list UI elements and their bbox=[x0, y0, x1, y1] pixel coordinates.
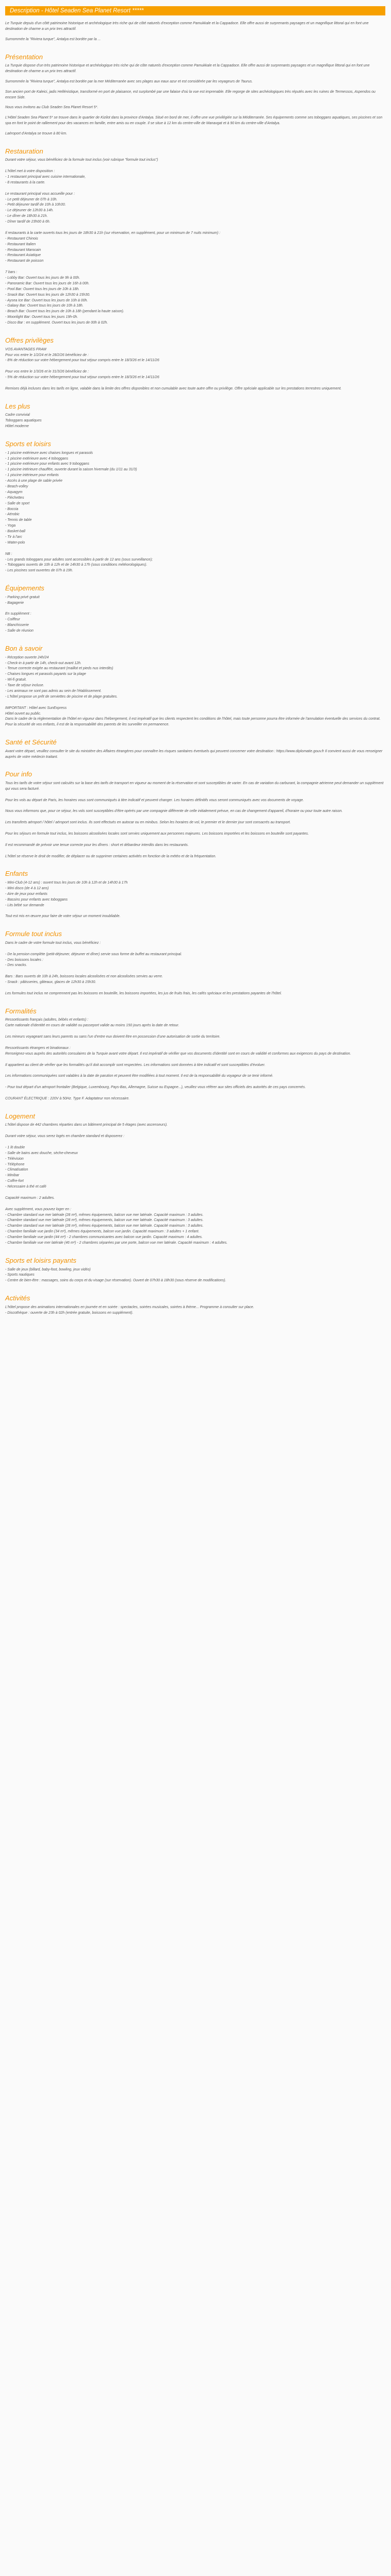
text-line: - Les animaux ne sont pas admis au sein de l'établissement. bbox=[5, 689, 102, 693]
section-heading: Présentation bbox=[5, 53, 43, 61]
text-line: - Tir à l'arc bbox=[5, 535, 22, 539]
text-line: - 1 lit double bbox=[5, 1145, 25, 1149]
text-line: - Le déjeuner de 12h30 à 14h. bbox=[5, 209, 54, 213]
text-line: Pour vos entre le 1/3/26 et le 31/3/26 bénéficiez de : bbox=[5, 370, 89, 374]
section-heading: Activités bbox=[5, 1294, 30, 1302]
section-heading: Santé et Sécurité bbox=[5, 738, 57, 747]
text-line: - Chambre familiale vue mer latérale (46 m²) - 2 chambres séparées par une porte, balcon vue mer latérale. Capacité maximum : 4 adultes. bbox=[5, 1241, 228, 1245]
section-formule bbox=[5, 930, 385, 997]
text-line: - 1 piscine extérieure avec chaises longues et parasols bbox=[5, 451, 93, 455]
text-line: L'hôtel dispose de 442 chambres réparties dans un bâtiment principal de 5 étages (avec ascenseurs). bbox=[5, 1123, 168, 1127]
text-line: Cadre convivial bbox=[5, 413, 30, 417]
text-line: - Restaurant Marocain bbox=[5, 248, 41, 252]
text-line: - Sports nautiques bbox=[5, 1273, 35, 1277]
text-line: - Minibar bbox=[5, 1174, 20, 1178]
text-line: - Check-in à partir de 14h, check-out avant 12h. bbox=[5, 661, 82, 665]
text-lines bbox=[5, 158, 385, 326]
text-line: Pour les séjours en formule tout inclus, les boissons alcoolisées locales sont servies uniquement aux personnes majeures. Les boissons importées et les boissons en bouteille sont payantes. bbox=[5, 832, 309, 836]
text-line: - Galaxy Bar: Ouvert tous les jours de 10h à 18h. bbox=[5, 304, 84, 308]
text-line: - Pool Bar: Ouvert tous les jours de 10h à 18h. bbox=[5, 287, 79, 291]
text-line: IMPORTANT : Hôtel avec SunExpress bbox=[5, 706, 67, 710]
text-line: - De la pension complète (petit-déjeuner, déjeuner et dîner) servie sous forme de buffet au restaurant principal. bbox=[5, 952, 182, 956]
section-sports-payants bbox=[5, 1257, 385, 1284]
text-line: - 1 piscine extérieure avec 4 toboggans bbox=[5, 456, 69, 461]
text-line bbox=[5, 826, 385, 832]
text-line: - Beach Bar: Ouvert tous les jours de 10h à 18h (pendant la haute saison). bbox=[5, 310, 124, 314]
text-line: Tout est mis en œuvre pour faire de votre séjour un moment inoubliable. bbox=[5, 914, 121, 919]
text-line: Il est recommandé de prévoir une tenue correcte pour les dîners : short et débardeur interdits dans les restaurants. bbox=[5, 843, 189, 847]
text-lines bbox=[5, 1267, 385, 1284]
text-line bbox=[5, 264, 385, 270]
section-heading: Pour info bbox=[5, 770, 32, 778]
section-sports bbox=[5, 440, 385, 574]
text-line bbox=[5, 381, 385, 386]
text-line: Pour la sécurité de vos enfants, il est de la responsabilité des parents de les surveiller en permanence. bbox=[5, 723, 170, 727]
text-line: Il appartient au client de vérifier que les formalités qu'il doit accomplir sont respectées. Les informations sont données à titre indicatif et sont susceptibles d'évoluer. bbox=[5, 1063, 266, 1067]
section-plus bbox=[5, 402, 385, 430]
text-line bbox=[5, 986, 385, 991]
text-line: Les transferts aéroport / hôtel / aéroport sont inclus. Ils sont effectués en autocar ou en minibus. Selon les horaires de vol, le premier et le dernier jour sont consacrés au transport. bbox=[5, 821, 291, 825]
text-line: - 1 piscine intérieure chauffée, ouverte durant la saison hivernale (du 1/11 au 31/3) bbox=[5, 468, 137, 472]
text-line: - Coiffeur bbox=[5, 618, 20, 622]
text-line: - Lits bébé sur demande bbox=[5, 903, 44, 907]
text-line: - Basket-ball bbox=[5, 530, 25, 534]
text-line: Hôtel ouvert au public. bbox=[5, 711, 41, 716]
text-line: - Boccia bbox=[5, 507, 19, 511]
text-line: Pour vos entre le 1/2/24 et le 28/2/26 bénéficiez de : bbox=[5, 353, 89, 357]
text-line bbox=[5, 792, 385, 798]
text-line: Capacité maximum : 2 adultes. bbox=[5, 1196, 55, 1200]
section-heading: Sports et loisirs bbox=[5, 440, 51, 448]
text-line: - Centre de bien-être : massages, soins du corps et du visage (sur réservation). Ouvert de 07h30 à 18h30 (sous réserve de modifications). bbox=[5, 1279, 226, 1283]
text-line: - Mini disco (de 4 à 12 ans) bbox=[5, 886, 49, 890]
text-lines bbox=[5, 1123, 385, 1246]
text-line bbox=[5, 1068, 385, 1074]
text-line: - Salle de sport bbox=[5, 501, 30, 505]
section-bon-a-savoir bbox=[5, 645, 385, 728]
text-line: - Restaurant Asiatique bbox=[5, 253, 41, 258]
text-line bbox=[5, 909, 385, 914]
text-line: Dans le cadre de votre formule tout inclus, vous bénéficiez : bbox=[5, 941, 101, 945]
text-line: L'hôtel propose des animations internationales en journée et en soirée : spectacles, soirées musicales, soirées à thème... Programme à consulter sur place. bbox=[5, 1305, 254, 1309]
text-line bbox=[5, 1079, 385, 1085]
text-line: Bars : Bars ouverts de 10h à 24h, boissons locales alcoolisées et non alcoolisées servies au verre. bbox=[5, 975, 163, 979]
text-line bbox=[5, 1040, 385, 1046]
page-title-banner: Description - Hôtel Seaden Sea Planet Resort ***** bbox=[5, 6, 385, 15]
text-line: - Les grands toboggans pour adultes sont accessibles à partir de 12 ans (sous surveillance); bbox=[5, 557, 153, 562]
text-line: - 8 restaurants à la carte. bbox=[5, 180, 45, 184]
text-lines bbox=[5, 1305, 385, 1316]
text-line: - Toboggans ouverts de 10h à 12h et de 14h30 à 17h (sous conditions météorologiques). bbox=[5, 563, 148, 567]
section-heading: Équipements bbox=[5, 584, 44, 592]
text-line bbox=[5, 1128, 385, 1134]
text-line: - Salle de jeux (billard, baby-foot, bowling, jeux vidéo) bbox=[5, 1267, 91, 1272]
text-line: - Chambre familiale vue jardin (44 m²) - 2 chambres communicantes avec balcon vue jardin. Capacité maximum : 4 adultes. bbox=[5, 1235, 203, 1240]
text-line: Toboggans aquatiques bbox=[5, 419, 42, 423]
text-line: - Coffre-fort bbox=[5, 1179, 24, 1183]
text-line bbox=[5, 1201, 385, 1207]
paragraph: Avant votre départ, veuillez consulter le site du ministère des Affaires étrangères pour connaître les risques sanitaires éventuels qui peuvent concerner votre destination : https://www.diplomatie.gouv.fr Il convient aussi de vous renseigner auprès de votre médecin traitant. bbox=[5, 749, 383, 759]
text-line: NB : bbox=[5, 552, 12, 556]
paragraph: L'Hôtel Seaden Sea Planet 5* se trouve dans le quartier de Kizilot dans la province d'Antalya. Situé en bord de mer, il offre une vue privilégiée sur la Méditerranée. Ses équipements comme ses toboggans aquatiques, ses piscines et son spa en font le point de ralliement pour des vacances en famille, entre amis ou en couple. Il se situe à 12 km du centre-ville de Manavgat et à 90 km du centre-ville d'Antalya. bbox=[5, 116, 383, 126]
intro-paragraph: Le Turquie depuis d'un côté patrimoine historique et archéologique très riche qui de côté naturels d'exception comme Pamukkale et la Cappadoce. Elle offre aussi de surprenants paysages et un magnifique littoral qui en font une destination de charme a un prix tres attractif. bbox=[5, 22, 369, 31]
text-line: Renseignez-vous auprès des autorités consulaires de la Turquie avant votre départ. Il est impératif de vérifier que vos documents d'identité sont en cours de validité et conformes aux exigences du pays de destination. bbox=[5, 1052, 351, 1056]
text-lines bbox=[5, 451, 385, 574]
text-line: - Snack Bar: Ouvert tous les jours de 12h30 à 15h30. bbox=[5, 293, 90, 297]
text-line: - Nécessaire à thé et café bbox=[5, 1185, 46, 1189]
text-line: Tous les tarifs de votre séjour sont calculés sur la base des tarifs de transport en vigueur au moment de la réservation et sont susceptibles de varier. En cas de variation du carburant, la compagnie aérienne peut demander un supplément qui vous sera facturé. bbox=[5, 782, 384, 791]
text-lines bbox=[5, 655, 385, 728]
text-line: Pour les vols au départ de Paris, les horaires vous sont communiqués à titre indicatif et peuvent changer. Les horaires définitifs vous seront communiqués avec vos documents de voyage. bbox=[5, 798, 304, 802]
text-line: Hôtel moderne bbox=[5, 425, 29, 429]
section-restauration bbox=[5, 147, 385, 326]
text-line: Les informations communiquées sont valables à la date de parution et peuvent être modifiées à tout moment. Il est de la responsabilité du voyageur de se tenir informé. bbox=[5, 1074, 273, 1078]
text-line bbox=[5, 606, 385, 612]
text-line: - Dîner tardif de 23h00 à 6h. bbox=[5, 220, 51, 224]
text-line: - Salle de réunion bbox=[5, 629, 34, 633]
text-line: Ressortissants étrangers et binationaux : bbox=[5, 1046, 71, 1050]
section-heading: Logement bbox=[5, 1112, 35, 1120]
text-line: - Tenue correcte exigée au restaurant (maillot et pieds nus interdits) bbox=[5, 667, 113, 671]
section-sante bbox=[5, 738, 385, 760]
text-line: - Moonlight Bar: Ouvert tous les jours 19h-0h. bbox=[5, 315, 78, 319]
paragraph: Nous vous invitons au Club Seaden Sea Planet Resort 5*. bbox=[5, 106, 99, 110]
text-line: - Wi-fi gratuit. bbox=[5, 678, 27, 682]
text-line bbox=[5, 815, 385, 820]
section-intro bbox=[5, 21, 385, 43]
text-line: L'hôtel se réserve le droit de modifier, de déplacer ou de supprimer certaines activités en fonction de la météo et de la fréquentation. bbox=[5, 854, 217, 858]
text-line: Il restaurants à la carte ouverts tous les jours de 18h30 à 21h (sur réservation, en supplément, pour un minimum de 7 nuits minimum) : bbox=[5, 231, 221, 235]
text-line: 7 bars : bbox=[5, 270, 18, 275]
text-line bbox=[5, 163, 385, 169]
text-line: COURANT ÉLECTRIQUE : 220V à 50Hz. Type F. Adaptateur non nécessaire. bbox=[5, 1096, 130, 1100]
text-line bbox=[5, 1190, 385, 1196]
text-line: - Water-polo bbox=[5, 540, 25, 545]
text-line: Durant votre séjour, vous serez logés en chambre standard et disposerez : bbox=[5, 1134, 125, 1139]
text-line: - 1 restaurant principal avec cuisine internationale, bbox=[5, 175, 86, 179]
section-equipements bbox=[5, 584, 385, 634]
text-line: - Réception ouverte 24h/24 bbox=[5, 655, 49, 659]
text-line: - Le dîner de 18h30 à 21h. bbox=[5, 214, 48, 218]
text-line: Nous vous informons que, pour ce séjour, les vols sont susceptibles d'être opérés par une compagnie différente de celle initialement prévue, en cas de changement d'appareil, d'horaire ou pour toute autre raison. bbox=[5, 809, 343, 814]
text-line: Les mineurs voyageant sans leurs parents ou sans l'un d'entre eux doivent être en possession d'une autorisation de sortie du territoire. bbox=[5, 1035, 221, 1039]
section-presentation bbox=[5, 53, 385, 137]
text-line: - 8% de réduction sur votre hébergement pour tout séjour compris entre le 18/3/26 et le 14/11/26 bbox=[5, 359, 159, 363]
text-line bbox=[5, 804, 385, 809]
text-line: - Restaurant de poisson bbox=[5, 259, 44, 263]
text-line: - Yoga bbox=[5, 524, 16, 528]
text-line: - Téléphone bbox=[5, 1162, 25, 1166]
section-pour-info bbox=[5, 770, 385, 859]
text-line: - Pour tout départ d'un aéroport frontalier (Belgique, Luxembourg, Pays-Bas, Allemagne, Suisse ou Espagne...), veuillez vous référer aux sites officiels des autorités de ces pays concernés. bbox=[5, 1086, 306, 1090]
text-line: - Restaurant Italien bbox=[5, 242, 36, 246]
section-heading: Offres privilèges bbox=[5, 336, 54, 345]
text-lines bbox=[5, 1018, 385, 1101]
text-line: - Des snacks. bbox=[5, 963, 27, 968]
section-formalites bbox=[5, 1007, 385, 1102]
section-enfants bbox=[5, 870, 385, 920]
text-line: VOS AVANTAGES FRAM bbox=[5, 347, 46, 351]
section-heading: Enfants bbox=[5, 870, 28, 878]
text-line: - Mini-Club (4-12 ans) : ouvert tous les jours de 10h à 12h et de 14h30 à 17h bbox=[5, 881, 128, 885]
paragraph: Surnommée la "Riviera turque", Antalya est bordée par la mer Méditerranée avec ses plages aux eaux azur et est considérée par les voyageurs de Taurus. bbox=[5, 79, 253, 83]
intro-paragraph: Surnommée la "Riviera turque", Antalya est bordée par la ... bbox=[5, 37, 101, 41]
text-line: Durant votre séjour, vous bénéficiez de la formule tout inclus (voir rubrique "formule tout inclus") bbox=[5, 158, 158, 162]
text-line: - Chambre familiale vue jardin (34 m²), mêmes équipements, balcon vue jardin. Capacité maximum : 3 adultes + 1 enfant. bbox=[5, 1230, 200, 1234]
text-line bbox=[5, 837, 385, 843]
text-line: - Aysea Ice Bar: Ouvert tous les jours de 10h à 00h. bbox=[5, 298, 88, 302]
section-heading: Formalités bbox=[5, 1007, 37, 1015]
text-line: - Aérobic bbox=[5, 513, 20, 517]
text-line: - Taxe de séjour incluse. bbox=[5, 684, 44, 688]
text-line: - Disco Bar : en supplément. Ouvert tous les jours de 00h à 02h. bbox=[5, 321, 108, 325]
text-line bbox=[5, 186, 385, 192]
text-line bbox=[5, 849, 385, 854]
text-line: Avec supplément, vous pouvez loger en : bbox=[5, 1207, 71, 1211]
text-line: - Chambre standard vue mer latérale (28 m²), mêmes équipements, balcon vue mer latérale. Capacité maximum : 3 adultes. bbox=[5, 1218, 204, 1223]
text-line: - Le petit déjeuner de 07h à 10h. bbox=[5, 197, 58, 201]
section-heading: Restauration bbox=[5, 147, 43, 155]
section-heading: Formule tout inclus bbox=[5, 930, 62, 938]
text-lines bbox=[5, 941, 385, 997]
text-line: En supplément : bbox=[5, 612, 31, 616]
text-line bbox=[5, 700, 385, 706]
text-line: Dans le cadre de la réglementation de l'hôtel en vigueur dans l'hébergement, il est impératif que les clients respectent les conditions de l'hôtel, mais toute personne pourra être informée de l'annulation éventuelle des services du contrat. bbox=[5, 717, 381, 721]
text-line bbox=[5, 969, 385, 974]
text-line: - Chaises longues et parasols payants sur la plage bbox=[5, 672, 86, 676]
text-line: - Climatisation bbox=[5, 1168, 28, 1172]
text-line: - Aire de jeux pour enfants bbox=[5, 892, 47, 896]
text-line: - L'hôtel propose un prêt de serviettes de piscine et de plage gratuites. bbox=[5, 694, 118, 699]
text-line bbox=[5, 225, 385, 231]
text-line bbox=[5, 546, 385, 552]
text-line: Le restaurant principal vous accueille pour : bbox=[5, 192, 75, 196]
section-activites bbox=[5, 1294, 385, 1316]
text-line: - Parking privé gratuit bbox=[5, 595, 40, 599]
text-line: - 1 piscine extérieure pour enfants avec 9 toboggans bbox=[5, 462, 90, 466]
text-line: L'hôtel met à votre disposition : bbox=[5, 170, 55, 174]
text-lines bbox=[5, 595, 385, 634]
section-logement bbox=[5, 1112, 385, 1246]
section-heading: Bon à savoir bbox=[5, 645, 43, 653]
text-line: - Chambre standard vue mer latérale (28 m²), mêmes équipements, balcon vue mer latérale. Capacité maximum : 3 adultes. bbox=[5, 1213, 204, 1217]
text-line bbox=[5, 1029, 385, 1035]
text-line: - Restaurant Chinois bbox=[5, 236, 38, 241]
text-line: - Les piscines sont ouvertes de 07h à 19h. bbox=[5, 569, 73, 573]
text-lines bbox=[5, 781, 385, 859]
text-line bbox=[5, 1057, 385, 1063]
text-line: - Bassins pour enfants avec toboggans bbox=[5, 897, 68, 902]
paragraph: Laéroport d'Antalya se trouve à 80 km. bbox=[5, 131, 68, 135]
section-offres bbox=[5, 336, 385, 392]
text-line: - Blanchisserie bbox=[5, 623, 29, 628]
text-line: - Accès à une plage de sable privée bbox=[5, 479, 63, 483]
text-line: - Lobby Bar: Ouvert tous les jours de 9h à 00h. bbox=[5, 276, 80, 280]
text-line: - Snack : pâtisseries, gâteaux, glaces de 12h30 à 15h30. bbox=[5, 980, 96, 985]
text-lines bbox=[5, 880, 385, 920]
text-line: - Des boissons locales : bbox=[5, 958, 43, 962]
text-line bbox=[5, 946, 385, 952]
text-line bbox=[5, 364, 385, 369]
text-line: - Chambre standard vue mer latérale (28 m²), mêmes équipements, balcon vue mer latérale. Capacité maximum : 3 adultes. bbox=[5, 1224, 204, 1228]
section-heading: Les plus bbox=[5, 402, 30, 410]
text-line: - Télévision bbox=[5, 1157, 24, 1161]
text-line: - Panoramic Bar: Ouvert tous les jours de 16h à 00h. bbox=[5, 281, 90, 285]
text-line: - Salle de bains avec douche, sèche-cheveux bbox=[5, 1151, 78, 1155]
text-line: - Tennis de table bbox=[5, 518, 32, 522]
text-line: - Aquagym bbox=[5, 490, 23, 494]
text-line: - 1 piscine intérieure pour enfants bbox=[5, 473, 59, 478]
text-lines bbox=[5, 347, 385, 392]
text-line: - Beach-volley bbox=[5, 484, 28, 488]
text-line: - Petit déjeuner tardif de 10h à 10h30. bbox=[5, 203, 66, 207]
paragraph: La Turquie dispose d'un très patrimoine historique et archéologique très riche qui de côte naturels d'exception comme Pamukkale et la Cappadoce. Elle offre aussi de surprenants paysages et un magnifique littoral qui en font une destination de charme a un prix tres attractif. bbox=[5, 64, 370, 73]
text-line: Les formules tout inclus ne comprennent pas les boissons en bouteille, les boissons importées, les jus de fruits frais, les cafés spéciaux et les prestations payantes de l'hôtel. bbox=[5, 991, 282, 995]
text-line: - Fléchettes bbox=[5, 496, 24, 500]
paragraph: Son ancien port de Kaleici, jadis Hellénistique, transformé en port de plaisance, est surplombé par une falaise d'où la vue est imprenable. Elle regorge de sites archéologiques très réputés avec les ruines de Termessos, Aspendos ou encore Side. bbox=[5, 90, 376, 99]
section-heading: Sports et loisirs payants bbox=[5, 1256, 77, 1264]
text-line: Remises déjà incluses dans les tarifs en ligne, valable dans la limite des offres disponibles et non cumulable avec toute autre offre ou privilège. Offre spéciale applicable sur les prestations terrestres uniquement. bbox=[5, 386, 342, 391]
text-line bbox=[5, 1091, 385, 1096]
text-line: Carte nationale d'identité en cours de validité ou passeport valide au moins 150 jours après la date de retour. bbox=[5, 1024, 180, 1028]
text-line: - Discothèque : ouverte de 23h à 02h (entrée gratuite, boissons en supplément). bbox=[5, 1311, 134, 1315]
text-line: Ressortissants français (adultes, bébés et enfants) : bbox=[5, 1018, 89, 1022]
text-lines bbox=[5, 413, 385, 430]
text-line bbox=[5, 1140, 385, 1145]
text-line: - Bagagerie bbox=[5, 601, 24, 605]
text-line: - 5% de réduction sur votre hébergement pour tout séjour compris entre le 18/3/26 et le 14/11/26 bbox=[5, 376, 159, 380]
